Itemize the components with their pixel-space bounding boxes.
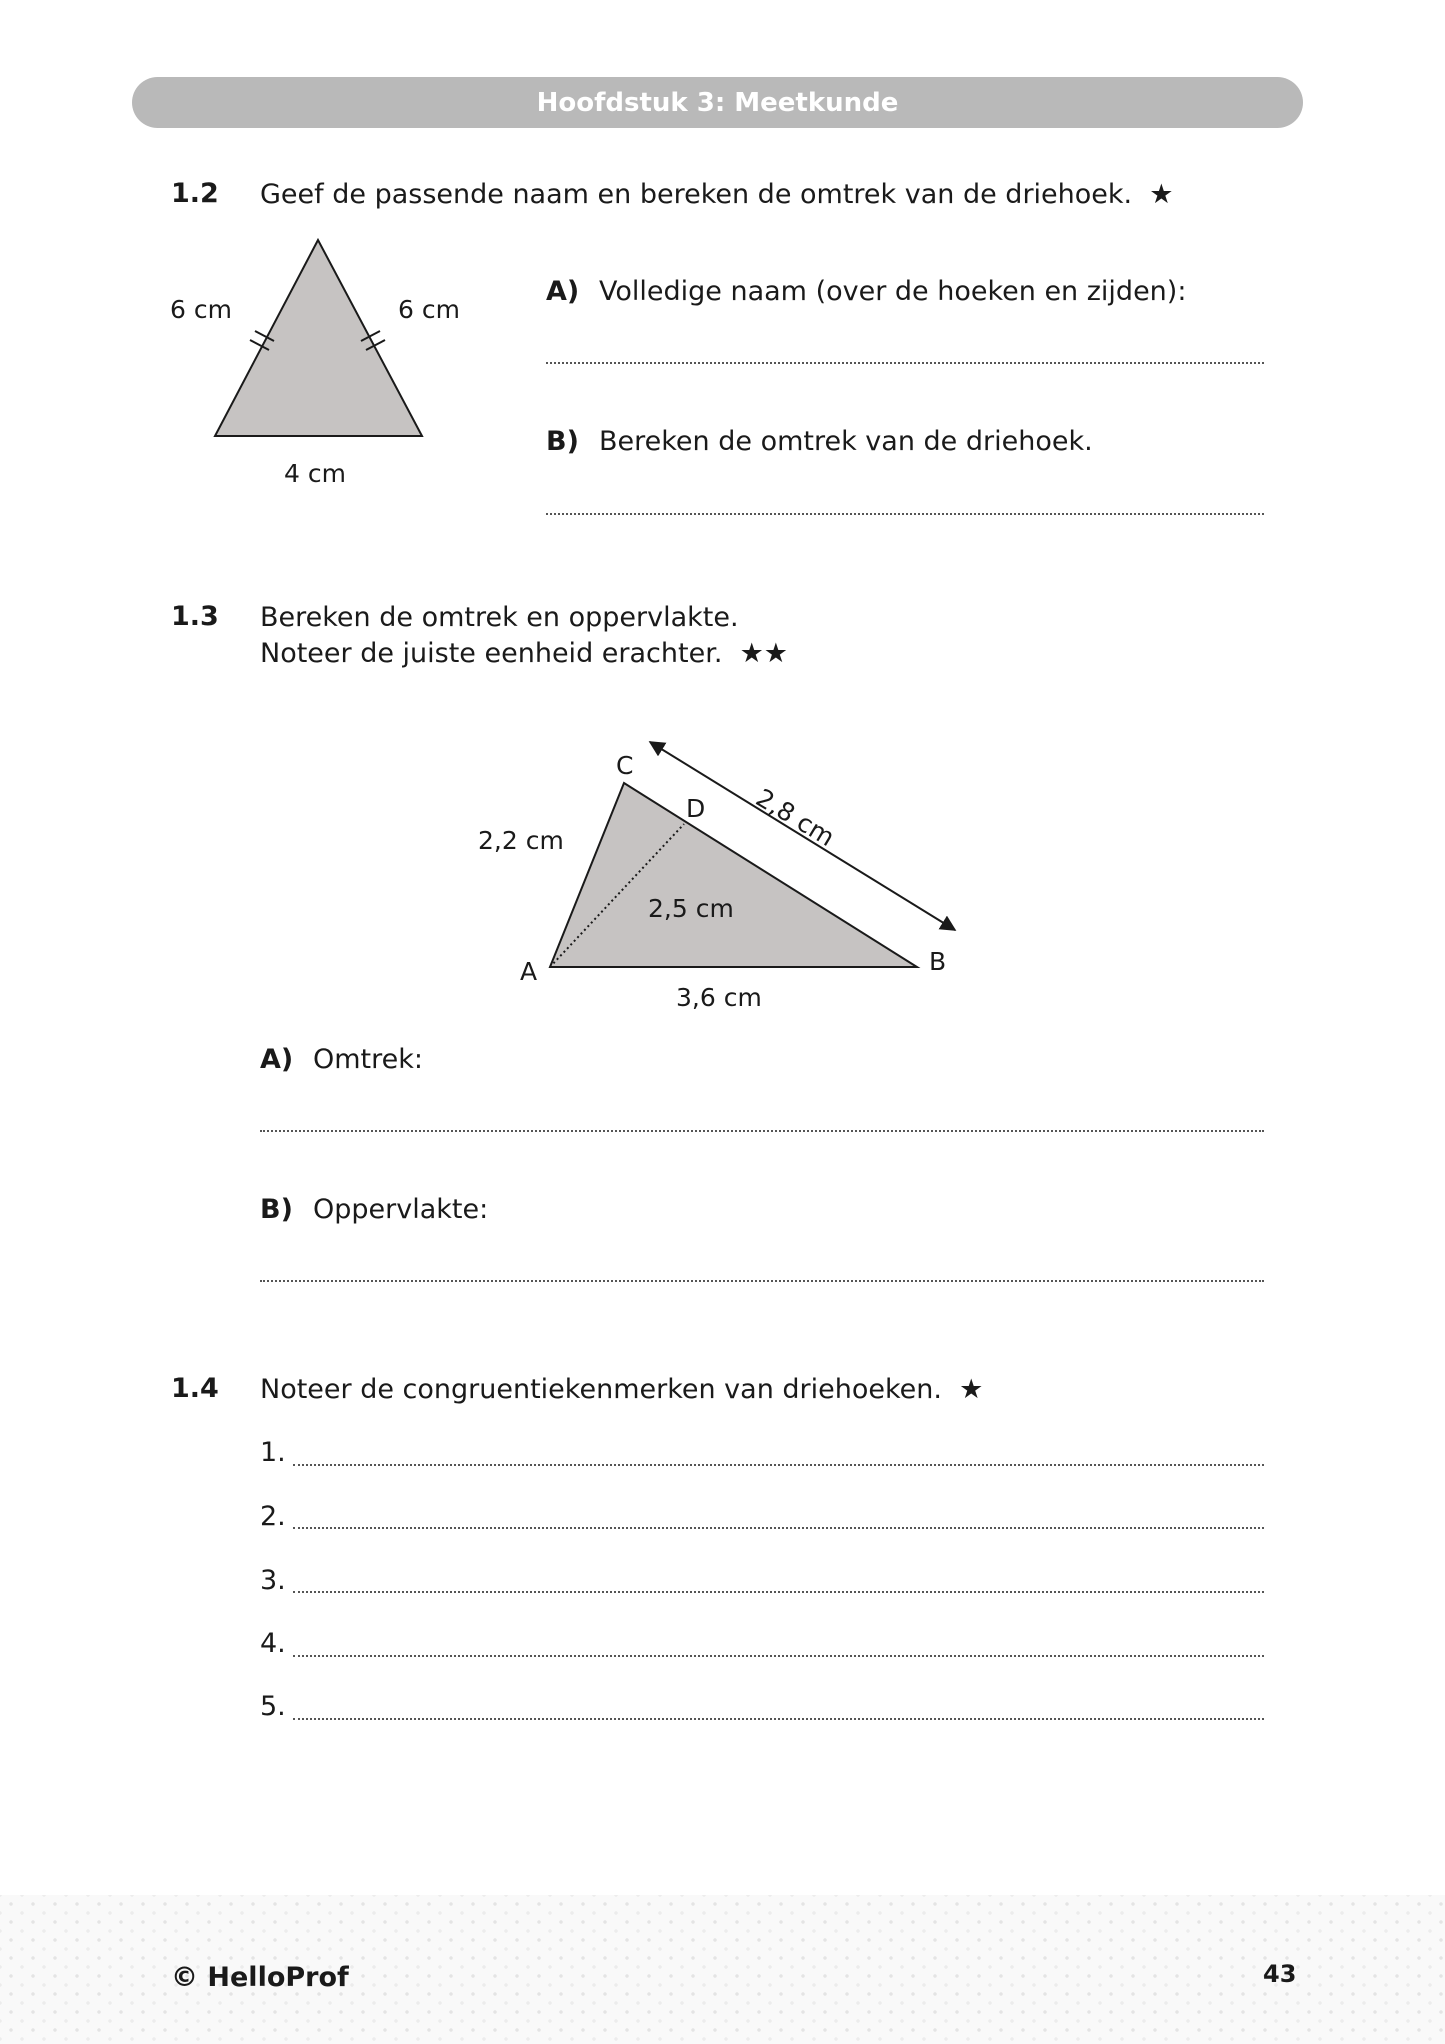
- list-item-number: 2.: [260, 1501, 286, 1532]
- page-number: 43: [1263, 1960, 1297, 1988]
- answer-line-q14-3[interactable]: [293, 1591, 1264, 1593]
- question-1-2-prompt: Geef de passende naam en bereken de omtrek van de driehoek. ★: [260, 179, 1174, 210]
- length-label-ab: 3,6 cm: [676, 983, 762, 1012]
- q13-b-text: Oppervlakte:: [313, 1194, 489, 1225]
- q13-a-label: A): [260, 1044, 294, 1075]
- list-item-number: 1.: [260, 1437, 286, 1468]
- answer-line-q14-1[interactable]: [293, 1464, 1264, 1466]
- length-label-ad: 2,5 cm: [648, 894, 734, 923]
- chapter-title: Hoofdstuk 3: Meetkunde: [536, 87, 899, 118]
- list-item-number: 5.: [260, 1691, 286, 1722]
- triangle-abc-figure: [460, 720, 980, 1020]
- vertex-label-a: A: [520, 957, 538, 986]
- q12-b-text: Bereken de omtrek van de driehoek.: [599, 426, 1093, 457]
- length-label-cb: 2,8 cm: [751, 783, 840, 853]
- chapter-header: [132, 77, 1303, 128]
- side-label-left: 6 cm: [170, 295, 232, 324]
- answer-line-q12-a[interactable]: [546, 362, 1264, 364]
- answer-line-q14-2[interactable]: [293, 1527, 1264, 1529]
- answer-line-q14-4[interactable]: [293, 1655, 1264, 1657]
- side-label-base: 4 cm: [284, 459, 346, 488]
- q12-a-label: A): [546, 276, 580, 307]
- question-1-3-number: 1.3: [171, 601, 219, 632]
- side-label-right: 6 cm: [398, 295, 460, 324]
- difficulty-stars: ★: [1149, 179, 1174, 210]
- vertex-label-d: D: [686, 794, 706, 823]
- q12-a-text: Volledige naam (over de hoeken en zijden):: [599, 276, 1187, 307]
- list-item-number: 3.: [260, 1565, 286, 1596]
- copyright-text: © HelloProf: [171, 1962, 349, 1993]
- question-1-3-line1: Bereken de omtrek en oppervlakte.: [260, 602, 739, 633]
- length-label-ac: 2,2 cm: [478, 826, 564, 855]
- question-1-4-number: 1.4: [171, 1373, 219, 1404]
- question-1-2-number: 1.2: [171, 178, 219, 209]
- difficulty-stars: ★★: [739, 638, 788, 669]
- difficulty-stars: ★: [959, 1374, 984, 1405]
- q13-b-label: B): [260, 1194, 293, 1225]
- answer-line-q13-b[interactable]: [260, 1280, 1264, 1282]
- list-item-number: 4.: [260, 1628, 286, 1659]
- triangle-abc: [550, 783, 917, 967]
- answer-line-q13-a[interactable]: [260, 1130, 1264, 1132]
- vertex-label-b: B: [929, 947, 947, 976]
- vertex-label-c: C: [616, 751, 634, 780]
- isosceles-triangle: [215, 240, 422, 436]
- q13-a-text: Omtrek:: [313, 1044, 423, 1075]
- question-1-4-prompt: Noteer de congruentiekenmerken van driehoeken. ★: [260, 1374, 984, 1405]
- q12-b-label: B): [546, 426, 579, 457]
- answer-line-q12-b[interactable]: [546, 513, 1264, 515]
- answer-line-q14-5[interactable]: [293, 1718, 1264, 1720]
- question-1-3-line2: Noteer de juiste eenheid erachter. ★★: [260, 638, 788, 669]
